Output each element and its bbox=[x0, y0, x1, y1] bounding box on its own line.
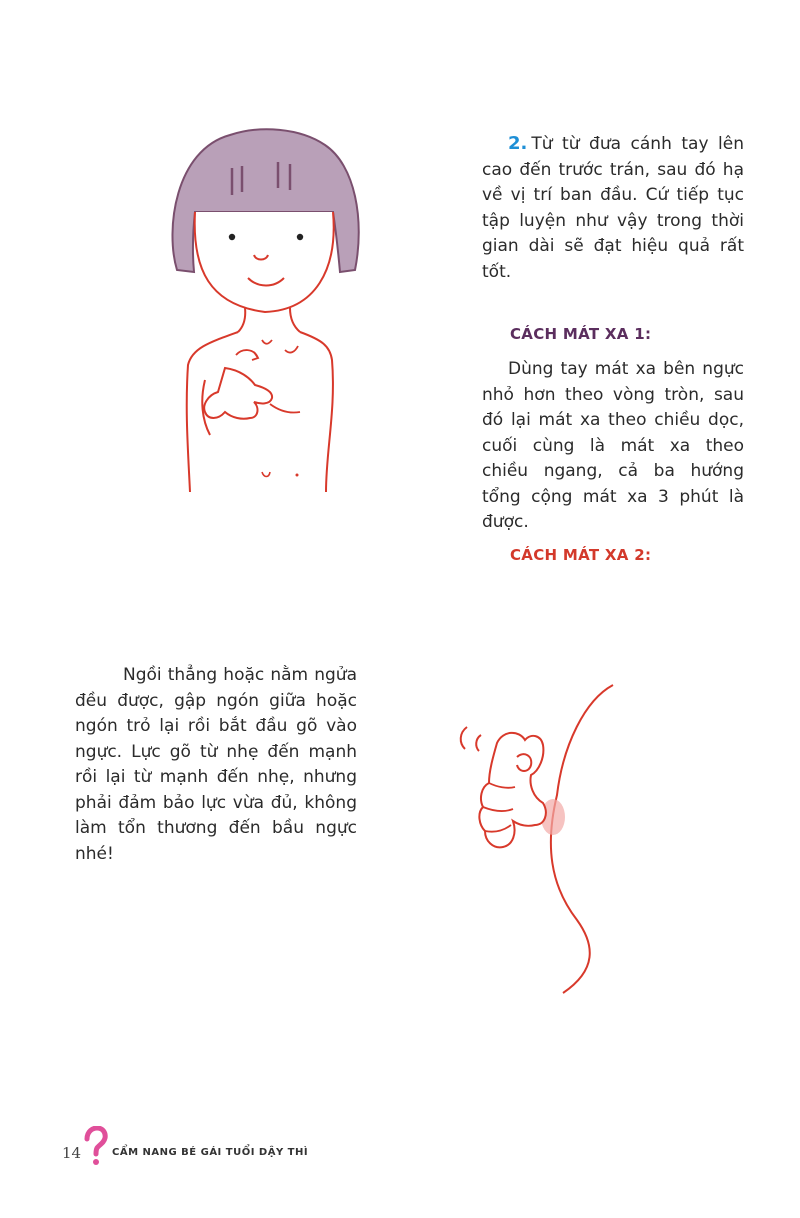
page-number: 14 bbox=[62, 1144, 82, 1162]
hand-tapping-illustration bbox=[445, 675, 635, 1000]
book-title: CẨM NANG BÉ GÁI TUỔI DẬY THÌ bbox=[112, 1147, 309, 1158]
massage-2-heading: CÁCH MÁT XA 2: bbox=[510, 546, 652, 564]
girl-massage-illustration bbox=[150, 120, 390, 500]
step-2-paragraph bbox=[482, 131, 744, 285]
question-mark-icon bbox=[82, 1126, 108, 1166]
massage-2-paragraph bbox=[75, 663, 357, 867]
massage-1-heading: CÁCH MÁT XA 1: bbox=[510, 325, 652, 343]
step-2-text: Từ từ đưa cánh tay lên cao đến trước trán, sau đó hạ về vị trí ban đầu. Cứ tiếp tục tập luyện như vậy trong thời gian dài sẽ đạt hiệu quả rất tốt. bbox=[482, 134, 744, 282]
massage-1-text: Dùng tay mát xa bên ngực nhỏ hơn theo vòng tròn, sau đó lại mát xa theo chiều dọc, cuối cùng là mát xa theo chiều ngang, cả ba hướng tổng cộng mát xa 3 phút là được. bbox=[482, 359, 744, 532]
massage-1-paragraph bbox=[482, 357, 744, 536]
step-number: 2. bbox=[508, 133, 528, 154]
massage-2-text: Ngồi thẳng hoặc nằm ngửa đều được, gập ngón giữa hoặc ngón trỏ lại rồi bắt đầu gõ vào ngực. Lực gõ từ nhẹ đến mạnh rồi lại từ mạnh đến nhẹ, nhưng phải đảm bảo lực vừa đủ, không làm tổn thương đến bầu ngực nhé! bbox=[75, 665, 357, 864]
